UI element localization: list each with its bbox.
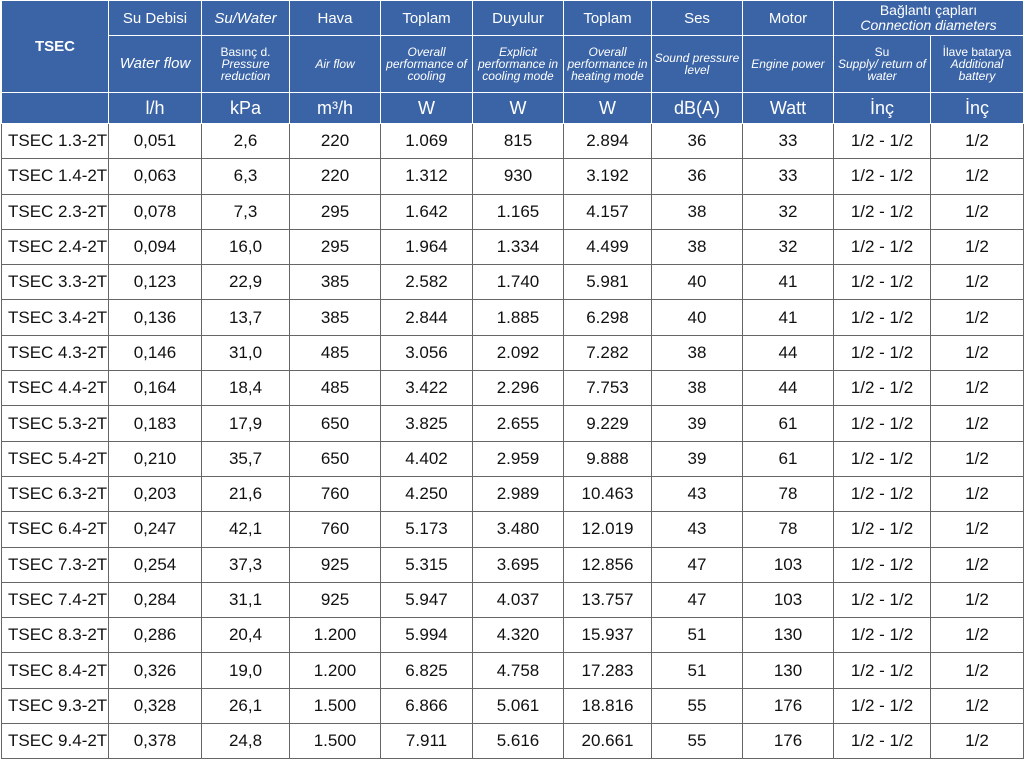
value-cell: 130 xyxy=(743,653,834,688)
value-cell: 3.192 xyxy=(564,159,652,194)
value-cell: 22,9 xyxy=(202,265,290,300)
model-cell: TSEC 6.4-2T xyxy=(2,512,109,547)
pressure-en: Pressure reduction xyxy=(220,57,271,83)
value-cell: 385 xyxy=(290,300,381,335)
model-cell: TSEC 4.3-2T xyxy=(2,335,109,370)
table-row xyxy=(2,653,1024,688)
value-cell: 1.500 xyxy=(290,688,381,723)
value-cell: 26,1 xyxy=(202,688,290,723)
model-cell: TSEC 8.4-2T xyxy=(2,653,109,688)
value-cell: 1/2 xyxy=(931,124,1024,159)
model-cell: TSEC 7.4-2T xyxy=(2,582,109,617)
value-cell: 295 xyxy=(290,229,381,264)
unit-cell: m³/h xyxy=(290,93,381,124)
model-cell: TSEC 6.3-2T xyxy=(2,476,109,511)
value-cell: 930 xyxy=(473,159,564,194)
value-cell: 2.582 xyxy=(381,265,473,300)
table-row xyxy=(2,547,1024,582)
value-cell: 1/2 - 1/2 xyxy=(834,618,931,653)
model-cell: TSEC 3.4-2T xyxy=(2,300,109,335)
value-cell: 1/2 xyxy=(931,159,1024,194)
specs-table xyxy=(1,0,1024,759)
value-cell: 17.283 xyxy=(564,653,652,688)
unit-cell: Watt xyxy=(743,93,834,124)
value-cell: 5.173 xyxy=(381,512,473,547)
value-cell: 1/2 xyxy=(931,618,1024,653)
value-cell: 1/2 - 1/2 xyxy=(834,229,931,264)
value-cell: 0,136 xyxy=(109,300,202,335)
value-cell: 1/2 - 1/2 xyxy=(834,653,931,688)
value-cell: 1/2 - 1/2 xyxy=(834,547,931,582)
value-cell: 1/2 - 1/2 xyxy=(834,194,931,229)
battery-tr: İlave batarya xyxy=(942,45,1012,59)
header-total-cooling-tr: Toplam xyxy=(381,1,473,36)
value-cell: 1.069 xyxy=(381,124,473,159)
value-cell: 176 xyxy=(743,688,834,723)
value-cell: 39 xyxy=(652,406,743,441)
table-row xyxy=(2,335,1024,370)
table-row xyxy=(2,406,1024,441)
value-cell: 0,051 xyxy=(109,124,202,159)
model-cell: TSEC 2.4-2T xyxy=(2,229,109,264)
table-header xyxy=(2,1,1024,124)
value-cell: 0,254 xyxy=(109,547,202,582)
value-cell: 13.757 xyxy=(564,582,652,617)
value-cell: 13,7 xyxy=(202,300,290,335)
value-cell: 51 xyxy=(652,618,743,653)
unit-cell: W xyxy=(381,93,473,124)
value-cell: 4.758 xyxy=(473,653,564,688)
table-row xyxy=(2,124,1024,159)
value-cell: 55 xyxy=(652,688,743,723)
value-cell: 5.981 xyxy=(564,265,652,300)
value-cell: 51 xyxy=(652,653,743,688)
value-cell: 4.499 xyxy=(564,229,652,264)
value-cell: 1/2 xyxy=(931,335,1024,370)
value-cell: 6.866 xyxy=(381,688,473,723)
value-cell: 1/2 - 1/2 xyxy=(834,265,931,300)
table-row xyxy=(2,265,1024,300)
value-cell: 176 xyxy=(743,724,834,759)
value-cell: 0,210 xyxy=(109,441,202,476)
value-cell: 3.480 xyxy=(473,512,564,547)
value-cell: 1/2 xyxy=(931,653,1024,688)
header-row-units xyxy=(2,93,1024,124)
model-cell: TSEC 5.3-2T xyxy=(2,406,109,441)
value-cell: 41 xyxy=(743,265,834,300)
header-supply-return xyxy=(834,36,931,93)
value-cell: 1/2 - 1/2 xyxy=(834,371,931,406)
value-cell: 2.844 xyxy=(381,300,473,335)
value-cell: 7,3 xyxy=(202,194,290,229)
unit-cell: İnç xyxy=(931,93,1024,124)
value-cell: 3.056 xyxy=(381,335,473,370)
value-cell: 760 xyxy=(290,512,381,547)
value-cell: 1/2 xyxy=(931,512,1024,547)
value-cell: 2.092 xyxy=(473,335,564,370)
value-cell: 1/2 - 1/2 xyxy=(834,688,931,723)
value-cell: 1/2 xyxy=(931,229,1024,264)
value-cell: 485 xyxy=(290,335,381,370)
value-cell: 0,326 xyxy=(109,653,202,688)
unit-cell: W xyxy=(473,93,564,124)
value-cell: 9.229 xyxy=(564,406,652,441)
value-cell: 650 xyxy=(290,406,381,441)
header-connection-diameters xyxy=(834,1,1024,36)
value-cell: 1.885 xyxy=(473,300,564,335)
value-cell: 1/2 xyxy=(931,406,1024,441)
value-cell: 815 xyxy=(473,124,564,159)
value-cell: 2.655 xyxy=(473,406,564,441)
value-cell: 7.911 xyxy=(381,724,473,759)
value-cell: 0,286 xyxy=(109,618,202,653)
value-cell: 130 xyxy=(743,618,834,653)
header-water-flow-en: Water flow xyxy=(109,36,202,93)
model-cell: TSEC 7.3-2T xyxy=(2,547,109,582)
value-cell: 1/2 xyxy=(931,688,1024,723)
header-row-english xyxy=(2,36,1024,93)
header-engine-power-en: Engine power xyxy=(743,36,834,93)
model-cell: TSEC 4.4-2T xyxy=(2,371,109,406)
value-cell: 7.282 xyxy=(564,335,652,370)
value-cell: 5.947 xyxy=(381,582,473,617)
value-cell: 44 xyxy=(743,335,834,370)
value-cell: 31,0 xyxy=(202,335,290,370)
value-cell: 485 xyxy=(290,371,381,406)
table-row xyxy=(2,618,1024,653)
header-row-titles xyxy=(2,1,1024,36)
value-cell: 3.825 xyxy=(381,406,473,441)
value-cell: 2,6 xyxy=(202,124,290,159)
pressure-tr: Basınç d. xyxy=(220,45,271,59)
model-cell: TSEC 5.4-2T xyxy=(2,441,109,476)
model-cell: TSEC 9.4-2T xyxy=(2,724,109,759)
value-cell: 1/2 xyxy=(931,582,1024,617)
value-cell: 32 xyxy=(743,194,834,229)
supply-tr: Su xyxy=(874,45,890,59)
model-cell: TSEC 1.4-2T xyxy=(2,159,109,194)
value-cell: 925 xyxy=(290,582,381,617)
value-cell: 32 xyxy=(743,229,834,264)
value-cell: 1.964 xyxy=(381,229,473,264)
value-cell: 1/2 - 1/2 xyxy=(834,406,931,441)
table-body xyxy=(2,124,1024,759)
value-cell: 42,1 xyxy=(202,512,290,547)
value-cell: 6.298 xyxy=(564,300,652,335)
value-cell: 6.825 xyxy=(381,653,473,688)
value-cell: 5.315 xyxy=(381,547,473,582)
value-cell: 38 xyxy=(652,194,743,229)
table-row xyxy=(2,724,1024,759)
header-pressure xyxy=(202,36,290,93)
value-cell: 39 xyxy=(652,441,743,476)
value-cell: 40 xyxy=(652,265,743,300)
value-cell: 0,123 xyxy=(109,265,202,300)
table-row xyxy=(2,371,1024,406)
value-cell: 1.200 xyxy=(290,653,381,688)
header-sensible-tr: Duyulur xyxy=(473,1,564,36)
header-air-tr: Hava xyxy=(290,1,381,36)
value-cell: 1.165 xyxy=(473,194,564,229)
table-row xyxy=(2,159,1024,194)
unit-cell: İnç xyxy=(834,93,931,124)
value-cell: 36 xyxy=(652,159,743,194)
value-cell: 24,8 xyxy=(202,724,290,759)
connection-tr: Bağlantı çapları xyxy=(879,2,978,18)
value-cell: 4.037 xyxy=(473,582,564,617)
model-cell: TSEC 9.3-2T xyxy=(2,688,109,723)
value-cell: 1/2 - 1/2 xyxy=(834,124,931,159)
value-cell: 1/2 - 1/2 xyxy=(834,582,931,617)
header-sound-level-en: Sound pressure level xyxy=(652,36,743,93)
table-row xyxy=(2,582,1024,617)
header-air-flow-en: Air flow xyxy=(290,36,381,93)
model-cell: TSEC 3.3-2T xyxy=(2,265,109,300)
value-cell: 43 xyxy=(652,512,743,547)
value-cell: 18,4 xyxy=(202,371,290,406)
value-cell: 9.888 xyxy=(564,441,652,476)
header-additional-battery xyxy=(931,36,1024,93)
value-cell: 5.061 xyxy=(473,688,564,723)
value-cell: 2.894 xyxy=(564,124,652,159)
value-cell: 1/2 xyxy=(931,265,1024,300)
header-explicit-cooling-en: Explicit performance in cooling mode xyxy=(473,36,564,93)
value-cell: 0,203 xyxy=(109,476,202,511)
value-cell: 61 xyxy=(743,406,834,441)
value-cell: 38 xyxy=(652,335,743,370)
unit-cell: dB(A) xyxy=(652,93,743,124)
value-cell: 1/2 - 1/2 xyxy=(834,159,931,194)
connection-en: Connection diameters xyxy=(860,17,997,33)
header-sound-tr: Ses xyxy=(652,1,743,36)
table-row xyxy=(2,476,1024,511)
value-cell: 1.200 xyxy=(290,618,381,653)
value-cell: 1/2 xyxy=(931,371,1024,406)
value-cell: 0,284 xyxy=(109,582,202,617)
value-cell: 1/2 - 1/2 xyxy=(834,476,931,511)
value-cell: 0,328 xyxy=(109,688,202,723)
value-cell: 7.753 xyxy=(564,371,652,406)
value-cell: 925 xyxy=(290,547,381,582)
value-cell: 2.959 xyxy=(473,441,564,476)
value-cell: 10.463 xyxy=(564,476,652,511)
value-cell: 36 xyxy=(652,124,743,159)
value-cell: 2.296 xyxy=(473,371,564,406)
table-row xyxy=(2,688,1024,723)
value-cell: 1/2 xyxy=(931,194,1024,229)
value-cell: 20.661 xyxy=(564,724,652,759)
value-cell: 12.856 xyxy=(564,547,652,582)
value-cell: 33 xyxy=(743,124,834,159)
value-cell: 35,7 xyxy=(202,441,290,476)
value-cell: 103 xyxy=(743,547,834,582)
value-cell: 41 xyxy=(743,300,834,335)
value-cell: 1/2 - 1/2 xyxy=(834,724,931,759)
header-overall-heating-en: Overall performance in heating mode xyxy=(564,36,652,93)
value-cell: 1.500 xyxy=(290,724,381,759)
table-row xyxy=(2,512,1024,547)
value-cell: 47 xyxy=(652,547,743,582)
header-total-heating-tr: Toplam xyxy=(564,1,652,36)
value-cell: 1/2 xyxy=(931,547,1024,582)
value-cell: 18.816 xyxy=(564,688,652,723)
header-water-flow-tr: Su Debisi xyxy=(109,1,202,36)
value-cell: 19,0 xyxy=(202,653,290,688)
value-cell: 1.312 xyxy=(381,159,473,194)
value-cell: 0,063 xyxy=(109,159,202,194)
value-cell: 1.334 xyxy=(473,229,564,264)
value-cell: 55 xyxy=(652,724,743,759)
value-cell: 17,9 xyxy=(202,406,290,441)
value-cell: 78 xyxy=(743,512,834,547)
value-cell: 3.422 xyxy=(381,371,473,406)
value-cell: 61 xyxy=(743,441,834,476)
value-cell: 0,247 xyxy=(109,512,202,547)
value-cell: 760 xyxy=(290,476,381,511)
value-cell: 220 xyxy=(290,159,381,194)
value-cell: 1/2 - 1/2 xyxy=(834,441,931,476)
value-cell: 43 xyxy=(652,476,743,511)
value-cell: 1/2 - 1/2 xyxy=(834,512,931,547)
value-cell: 38 xyxy=(652,371,743,406)
value-cell: 1/2 xyxy=(931,441,1024,476)
value-cell: 16,0 xyxy=(202,229,290,264)
brand-label: TSEC xyxy=(2,1,109,93)
table-row xyxy=(2,300,1024,335)
battery-en: Additional battery xyxy=(950,57,1004,83)
value-cell: 1/2 xyxy=(931,724,1024,759)
supply-en: Supply/ return of water xyxy=(837,57,927,83)
model-cell: TSEC 8.3-2T xyxy=(2,618,109,653)
value-cell: 40 xyxy=(652,300,743,335)
value-cell: 37,3 xyxy=(202,547,290,582)
value-cell: 5.616 xyxy=(473,724,564,759)
header-overall-cooling-en: Overall performance of cooling xyxy=(381,36,473,93)
value-cell: 31,1 xyxy=(202,582,290,617)
table-row xyxy=(2,441,1024,476)
value-cell: 0,183 xyxy=(109,406,202,441)
value-cell: 0,078 xyxy=(109,194,202,229)
units-blank xyxy=(2,93,109,124)
header-motor-tr: Motor xyxy=(743,1,834,36)
value-cell: 38 xyxy=(652,229,743,264)
value-cell: 1.740 xyxy=(473,265,564,300)
value-cell: 103 xyxy=(743,582,834,617)
model-cell: TSEC 2.3-2T xyxy=(2,194,109,229)
unit-cell: l/h xyxy=(109,93,202,124)
value-cell: 650 xyxy=(290,441,381,476)
value-cell: 4.320 xyxy=(473,618,564,653)
table-row xyxy=(2,194,1024,229)
value-cell: 5.994 xyxy=(381,618,473,653)
value-cell: 15.937 xyxy=(564,618,652,653)
value-cell: 1/2 - 1/2 xyxy=(834,335,931,370)
value-cell: 4.402 xyxy=(381,441,473,476)
header-water-tr: Su/Water xyxy=(202,1,290,36)
value-cell: 12.019 xyxy=(564,512,652,547)
value-cell: 3.695 xyxy=(473,547,564,582)
unit-cell: kPa xyxy=(202,93,290,124)
value-cell: 2.989 xyxy=(473,476,564,511)
table-row xyxy=(2,229,1024,264)
value-cell: 44 xyxy=(743,371,834,406)
unit-cell: W xyxy=(564,93,652,124)
value-cell: 220 xyxy=(290,124,381,159)
value-cell: 0,378 xyxy=(109,724,202,759)
value-cell: 4.157 xyxy=(564,194,652,229)
value-cell: 0,146 xyxy=(109,335,202,370)
value-cell: 20,4 xyxy=(202,618,290,653)
value-cell: 1.642 xyxy=(381,194,473,229)
value-cell: 78 xyxy=(743,476,834,511)
value-cell: 385 xyxy=(290,265,381,300)
value-cell: 21,6 xyxy=(202,476,290,511)
value-cell: 0,164 xyxy=(109,371,202,406)
value-cell: 4.250 xyxy=(381,476,473,511)
value-cell: 0,094 xyxy=(109,229,202,264)
value-cell: 33 xyxy=(743,159,834,194)
value-cell: 1/2 - 1/2 xyxy=(834,300,931,335)
value-cell: 6,3 xyxy=(202,159,290,194)
model-cell: TSEC 1.3-2T xyxy=(2,124,109,159)
value-cell: 1/2 xyxy=(931,300,1024,335)
value-cell: 47 xyxy=(652,582,743,617)
value-cell: 295 xyxy=(290,194,381,229)
value-cell: 1/2 xyxy=(931,476,1024,511)
